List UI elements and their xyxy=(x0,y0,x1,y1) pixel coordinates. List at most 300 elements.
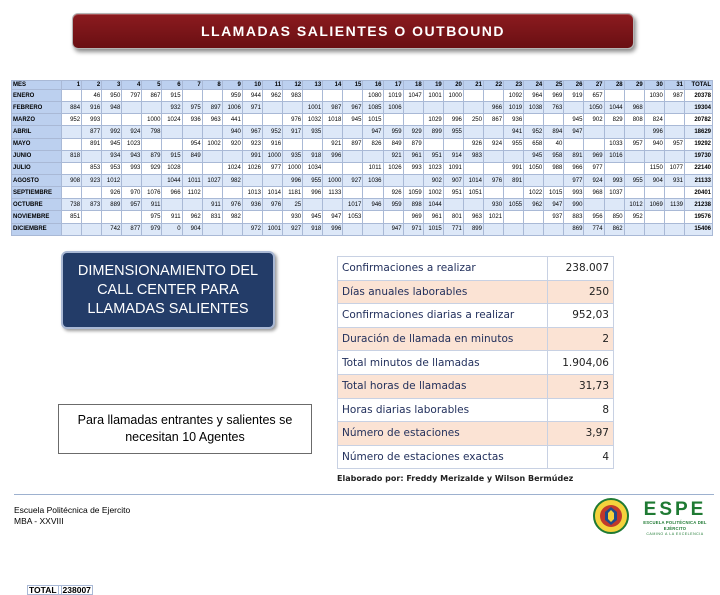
table-cell: 924 xyxy=(483,138,503,150)
table-cell: 959 xyxy=(383,126,403,138)
table-cell: 976 xyxy=(283,114,303,126)
table-cell: 936 xyxy=(242,199,262,211)
row-total: 18629 xyxy=(685,126,713,138)
column-header-day: 24 xyxy=(524,81,544,90)
table-cell: 831 xyxy=(202,211,222,223)
table-cell xyxy=(222,223,242,235)
table-cell: 959 xyxy=(222,90,242,102)
table-cell: 988 xyxy=(544,162,564,174)
table-cell xyxy=(644,150,664,162)
table-cell xyxy=(142,102,162,114)
table-cell xyxy=(62,187,82,199)
table-cell: 849 xyxy=(383,138,403,150)
table-cell: 867 xyxy=(483,114,503,126)
column-header-day: 22 xyxy=(483,81,503,90)
table-cell: 1133 xyxy=(323,187,343,199)
column-header-day: 8 xyxy=(202,81,222,90)
table-cell xyxy=(483,150,503,162)
table-cell xyxy=(323,90,343,102)
table-cell xyxy=(202,126,222,138)
table-cell: 946 xyxy=(363,199,383,211)
slide-title: LLAMADAS SALIENTES O OUTBOUND xyxy=(200,23,506,39)
table-cell xyxy=(443,102,463,114)
table-cell: 853 xyxy=(82,162,102,174)
table-cell: 916 xyxy=(262,138,282,150)
table-cell xyxy=(62,90,82,102)
table-cell: 917 xyxy=(283,126,303,138)
table-cell: 1000 xyxy=(283,162,303,174)
column-header-day: 31 xyxy=(664,81,684,90)
table-cell: 952 xyxy=(262,126,282,138)
table-cell xyxy=(624,187,644,199)
metric-row xyxy=(338,398,614,422)
column-header-day: 23 xyxy=(504,81,524,90)
metric-row xyxy=(338,257,614,281)
table-cell xyxy=(142,174,162,186)
table-cell: 966 xyxy=(483,102,503,114)
table-cell: 972 xyxy=(242,223,262,235)
table-cell: 1014 xyxy=(262,187,282,199)
table-cell xyxy=(604,199,624,211)
table-cell xyxy=(343,223,363,235)
table-cell xyxy=(504,211,524,223)
table-cell: 956 xyxy=(584,211,604,223)
table-cell: 993 xyxy=(403,162,423,174)
table-cell: 914 xyxy=(443,150,463,162)
agents-callout xyxy=(58,404,312,454)
table-cell: 1102 xyxy=(182,187,202,199)
row-total: 20378 xyxy=(685,90,713,102)
table-cell xyxy=(564,102,584,114)
footer-total-value: 238007 xyxy=(62,585,91,595)
table-cell: 1024 xyxy=(222,162,242,174)
table-cell: 987 xyxy=(323,102,343,114)
row-month: FEBRERO xyxy=(12,102,62,114)
table-cell xyxy=(483,223,503,235)
metrics-table xyxy=(337,256,614,469)
table-cell: 996 xyxy=(443,114,463,126)
metric-label: Número de estaciones xyxy=(338,422,548,446)
column-header-day: 16 xyxy=(363,81,383,90)
table-cell xyxy=(524,114,544,126)
table-cell: 987 xyxy=(664,90,684,102)
table-cell: 1026 xyxy=(383,162,403,174)
table-cell: 877 xyxy=(122,223,142,235)
table-cell: 1016 xyxy=(604,150,624,162)
table-row xyxy=(12,150,713,162)
metric-label: Total minutos de llamadas xyxy=(338,351,548,375)
table-cell xyxy=(242,114,262,126)
table-cell: 877 xyxy=(82,126,102,138)
table-cell: 976 xyxy=(483,174,503,186)
table-cell: 40 xyxy=(544,138,564,150)
table-cell: 955 xyxy=(504,138,524,150)
table-cell: 25 xyxy=(283,199,303,211)
table-row xyxy=(12,138,713,150)
metric-label: Número de estaciones exactas xyxy=(338,445,548,469)
table-cell: 826 xyxy=(363,138,383,150)
table-cell xyxy=(483,187,503,199)
table-cell: 930 xyxy=(483,199,503,211)
table-cell xyxy=(363,150,383,162)
table-cell: 970 xyxy=(122,187,142,199)
column-header-day: 14 xyxy=(323,81,343,90)
row-total: 19730 xyxy=(685,150,713,162)
row-total: 20401 xyxy=(685,187,713,199)
row-total: 15406 xyxy=(685,223,713,235)
table-cell xyxy=(664,211,684,223)
table-cell: 1002 xyxy=(423,187,443,199)
table-cell: 945 xyxy=(524,150,544,162)
table-cell: 907 xyxy=(443,174,463,186)
table-cell xyxy=(182,162,202,174)
table-cell: 947 xyxy=(363,126,383,138)
table-cell: 1044 xyxy=(162,174,182,186)
table-cell: 902 xyxy=(423,174,443,186)
table-cell xyxy=(343,162,363,174)
column-header-day: 1 xyxy=(62,81,82,90)
metric-value: 8 xyxy=(548,398,614,422)
table-cell: 1029 xyxy=(423,114,443,126)
table-cell: 943 xyxy=(122,150,142,162)
slide-title-banner xyxy=(72,13,634,49)
table-cell: 966 xyxy=(162,187,182,199)
footer-total-label: TOTAL xyxy=(29,585,57,595)
table-cell xyxy=(323,126,343,138)
table-cell: 1091 xyxy=(443,162,463,174)
table-cell: 891 xyxy=(504,174,524,186)
table-cell: 934 xyxy=(102,150,122,162)
table-cell: 1034 xyxy=(303,162,323,174)
table-cell: 1032 xyxy=(303,114,323,126)
table-cell: 873 xyxy=(82,199,102,211)
row-total: 22140 xyxy=(685,162,713,174)
table-cell: 993 xyxy=(604,174,624,186)
table-cell: 961 xyxy=(403,150,423,162)
table-row xyxy=(12,223,713,235)
table-cell: 657 xyxy=(584,90,604,102)
table-cell: 1000 xyxy=(443,90,463,102)
table-cell: 996 xyxy=(644,126,664,138)
table-cell: 658 xyxy=(524,138,544,150)
table-cell: 969 xyxy=(584,150,604,162)
table-cell xyxy=(363,211,383,223)
table-cell: 1012 xyxy=(102,174,122,186)
metric-label: Confirmaciones a realizar xyxy=(338,257,548,281)
table-row xyxy=(12,187,713,199)
table-cell: 911 xyxy=(162,211,182,223)
table-cell: 1002 xyxy=(202,138,222,150)
row-month: MAYO xyxy=(12,138,62,150)
table-cell: 967 xyxy=(343,102,363,114)
table-cell: 1013 xyxy=(242,187,262,199)
table-cell: 1092 xyxy=(504,90,524,102)
table-cell: 947 xyxy=(323,211,343,223)
table-cell: 996 xyxy=(303,187,323,199)
table-cell: 927 xyxy=(283,223,303,235)
row-total: 20782 xyxy=(685,114,713,126)
row-total: 21133 xyxy=(685,174,713,186)
table-cell: 1019 xyxy=(504,102,524,114)
table-cell: 940 xyxy=(222,126,242,138)
table-cell: 1069 xyxy=(644,199,664,211)
table-cell xyxy=(544,174,564,186)
table-cell: 976 xyxy=(222,199,242,211)
table-row xyxy=(12,102,713,114)
table-cell: 962 xyxy=(182,211,202,223)
table-cell xyxy=(584,138,604,150)
table-cell: 967 xyxy=(242,126,262,138)
table-cell xyxy=(564,138,584,150)
table-cell xyxy=(483,90,503,102)
column-header-day: 12 xyxy=(283,81,303,90)
table-row xyxy=(12,114,713,126)
column-header-total: TOTAL xyxy=(685,81,713,90)
table-cell xyxy=(102,114,122,126)
table-cell: 921 xyxy=(323,138,343,150)
table-cell: 968 xyxy=(624,102,644,114)
column-header-day: 21 xyxy=(463,81,483,90)
table-cell xyxy=(82,187,102,199)
table-cell xyxy=(624,150,644,162)
table-cell: 964 xyxy=(524,90,544,102)
table-cell: 891 xyxy=(564,150,584,162)
row-month: MARZO xyxy=(12,114,62,126)
metric-value: 2 xyxy=(548,327,614,351)
table-cell: 954 xyxy=(182,138,202,150)
table-row xyxy=(12,126,713,138)
table-cell: 1012 xyxy=(624,199,644,211)
metric-row xyxy=(338,280,614,304)
table-cell: 879 xyxy=(142,150,162,162)
table-cell xyxy=(443,199,463,211)
table-cell xyxy=(403,114,423,126)
table-cell: 818 xyxy=(62,150,82,162)
espe-logo xyxy=(634,500,716,537)
metric-row xyxy=(338,422,614,446)
table-cell xyxy=(182,199,202,211)
table-row xyxy=(12,199,713,211)
table-cell xyxy=(624,126,644,138)
table-cell: 1036 xyxy=(363,174,383,186)
table-cell xyxy=(664,126,684,138)
table-cell: 950 xyxy=(102,90,122,102)
table-cell: 897 xyxy=(202,102,222,114)
table-cell: 898 xyxy=(403,199,423,211)
table-cell: 945 xyxy=(102,138,122,150)
column-header-day: 29 xyxy=(624,81,644,90)
table-cell: 1001 xyxy=(423,90,443,102)
table-cell: 1044 xyxy=(604,102,624,114)
table-cell: 1033 xyxy=(604,138,624,150)
table-row xyxy=(12,174,713,186)
table-cell: 966 xyxy=(564,162,584,174)
logo-tagline: CAMINO A LA EXCELENCIA xyxy=(646,532,704,536)
credits-text: Elaborado por: Freddy Merizalde y Wilson Bermúdez xyxy=(337,474,574,483)
table-cell: 889 xyxy=(102,199,122,211)
table-cell: 1038 xyxy=(524,102,544,114)
table-cell: 924 xyxy=(122,126,142,138)
table-cell: 1001 xyxy=(262,223,282,235)
logo-subtitle: ESCUELA POLITÉCNICA DEL EJÉRCITO xyxy=(643,520,707,531)
table-cell: 1053 xyxy=(343,211,363,223)
table-cell: 797 xyxy=(122,90,142,102)
table-cell xyxy=(423,138,443,150)
row-month: SEPTIEMBRE xyxy=(12,187,62,199)
table-cell xyxy=(664,150,684,162)
table-cell xyxy=(262,114,282,126)
table-cell: 958 xyxy=(544,150,564,162)
metric-row xyxy=(338,445,614,469)
table-cell: 1011 xyxy=(363,162,383,174)
column-header-day: 26 xyxy=(564,81,584,90)
table-cell: 962 xyxy=(524,199,544,211)
table-cell xyxy=(504,187,524,199)
table-cell xyxy=(463,102,483,114)
table-cell xyxy=(162,199,182,211)
table-cell: 929 xyxy=(403,126,423,138)
table-cell: 945 xyxy=(564,114,584,126)
table-cell: 1037 xyxy=(604,187,624,199)
table-cell: 936 xyxy=(182,114,202,126)
table-cell: 951 xyxy=(423,150,443,162)
table-cell: 911 xyxy=(142,199,162,211)
table-cell: 1077 xyxy=(664,162,684,174)
table-cell: 904 xyxy=(644,174,664,186)
table-cell: 829 xyxy=(604,114,624,126)
table-cell: 1026 xyxy=(242,162,262,174)
column-header-day: 19 xyxy=(423,81,443,90)
table-cell xyxy=(222,187,242,199)
metric-label: Duración de llamada en minutos xyxy=(338,327,548,351)
table-cell xyxy=(363,187,383,199)
table-cell: 936 xyxy=(504,114,524,126)
table-cell: 969 xyxy=(403,211,423,223)
table-cell: 1015 xyxy=(423,223,443,235)
table-cell: 1015 xyxy=(544,187,564,199)
table-cell xyxy=(403,102,423,114)
table-cell xyxy=(62,138,82,150)
table-cell: 808 xyxy=(624,114,644,126)
metric-value: 31,73 xyxy=(548,374,614,398)
row-month: JULIO xyxy=(12,162,62,174)
table-cell: 1001 xyxy=(303,102,323,114)
metric-value: 238.007 xyxy=(548,257,614,281)
column-header-day: 25 xyxy=(544,81,564,90)
table-cell: 915 xyxy=(162,90,182,102)
table-cell: 955 xyxy=(624,174,644,186)
table-cell: 911 xyxy=(202,199,222,211)
table-cell xyxy=(82,223,102,235)
table-cell: 990 xyxy=(564,199,584,211)
table-cell xyxy=(343,90,363,102)
table-cell: 771 xyxy=(443,223,463,235)
table-cell: 947 xyxy=(383,223,403,235)
metric-row xyxy=(338,374,614,398)
table-cell: 1027 xyxy=(202,174,222,186)
table-cell xyxy=(82,150,102,162)
table-cell: 983 xyxy=(283,90,303,102)
dimensioning-text: DIMENSIONAMIENTO DEL CALL CENTER PARA LLAMADAS SALIENTES xyxy=(77,262,259,317)
table-cell xyxy=(644,187,664,199)
column-header-day: 18 xyxy=(403,81,423,90)
table-cell xyxy=(242,174,262,186)
logo-word: ESPE xyxy=(643,499,707,520)
table-cell: 1085 xyxy=(363,102,383,114)
table-cell: 952 xyxy=(62,114,82,126)
table-cell: 774 xyxy=(584,223,604,235)
table-cell: 920 xyxy=(222,138,242,150)
table-cell: 945 xyxy=(303,211,323,223)
table-cell xyxy=(483,126,503,138)
table-cell xyxy=(664,114,684,126)
table-cell: 968 xyxy=(584,187,604,199)
table-cell xyxy=(62,223,82,235)
table-cell: 897 xyxy=(343,138,363,150)
table-cell: 1022 xyxy=(524,187,544,199)
table-cell: 921 xyxy=(383,150,403,162)
table-cell: 953 xyxy=(102,162,122,174)
table-cell: 923 xyxy=(242,138,262,150)
table-cell xyxy=(303,90,323,102)
table-cell xyxy=(544,114,564,126)
table-cell: 947 xyxy=(544,199,564,211)
footer xyxy=(14,505,130,527)
table-cell: 894 xyxy=(544,126,564,138)
metric-value: 952,03 xyxy=(548,304,614,328)
table-cell xyxy=(202,150,222,162)
table-cell xyxy=(323,199,343,211)
table-cell: 961 xyxy=(423,211,443,223)
column-header-mes: MES xyxy=(12,81,62,90)
table-cell: 46 xyxy=(82,90,102,102)
table-cell: 971 xyxy=(242,102,262,114)
column-header-day: 7 xyxy=(182,81,202,90)
table-cell xyxy=(383,211,403,223)
column-header-day: 4 xyxy=(122,81,142,90)
table-cell: 923 xyxy=(82,174,102,186)
table-cell xyxy=(202,90,222,102)
table-cell xyxy=(142,138,162,150)
table-cell xyxy=(644,223,664,235)
table-cell xyxy=(604,90,624,102)
column-header-day: 5 xyxy=(142,81,162,90)
table-cell: 899 xyxy=(423,126,443,138)
column-header-day: 17 xyxy=(383,81,403,90)
table-cell: 952 xyxy=(524,126,544,138)
table-cell: 0 xyxy=(162,223,182,235)
table-cell: 957 xyxy=(624,138,644,150)
column-header-day: 11 xyxy=(262,81,282,90)
table-cell: 929 xyxy=(142,162,162,174)
row-month: OCTUBRE xyxy=(12,199,62,211)
column-header-day: 3 xyxy=(102,81,122,90)
dimensioning-callout xyxy=(61,251,275,329)
table-cell xyxy=(463,199,483,211)
table-row xyxy=(12,90,713,102)
table-cell: 959 xyxy=(383,199,403,211)
table-cell: 940 xyxy=(644,138,664,150)
table-cell xyxy=(343,187,363,199)
table-cell xyxy=(664,187,684,199)
table-cell xyxy=(122,174,142,186)
row-month: AGOSTO xyxy=(12,174,62,186)
table-cell: 977 xyxy=(262,162,282,174)
table-cell: 1050 xyxy=(524,162,544,174)
row-total: 19576 xyxy=(685,211,713,223)
agents-text: Para llamadas entrantes y salientes se necesitan 10 Agentes xyxy=(77,413,293,444)
table-cell xyxy=(644,211,664,223)
